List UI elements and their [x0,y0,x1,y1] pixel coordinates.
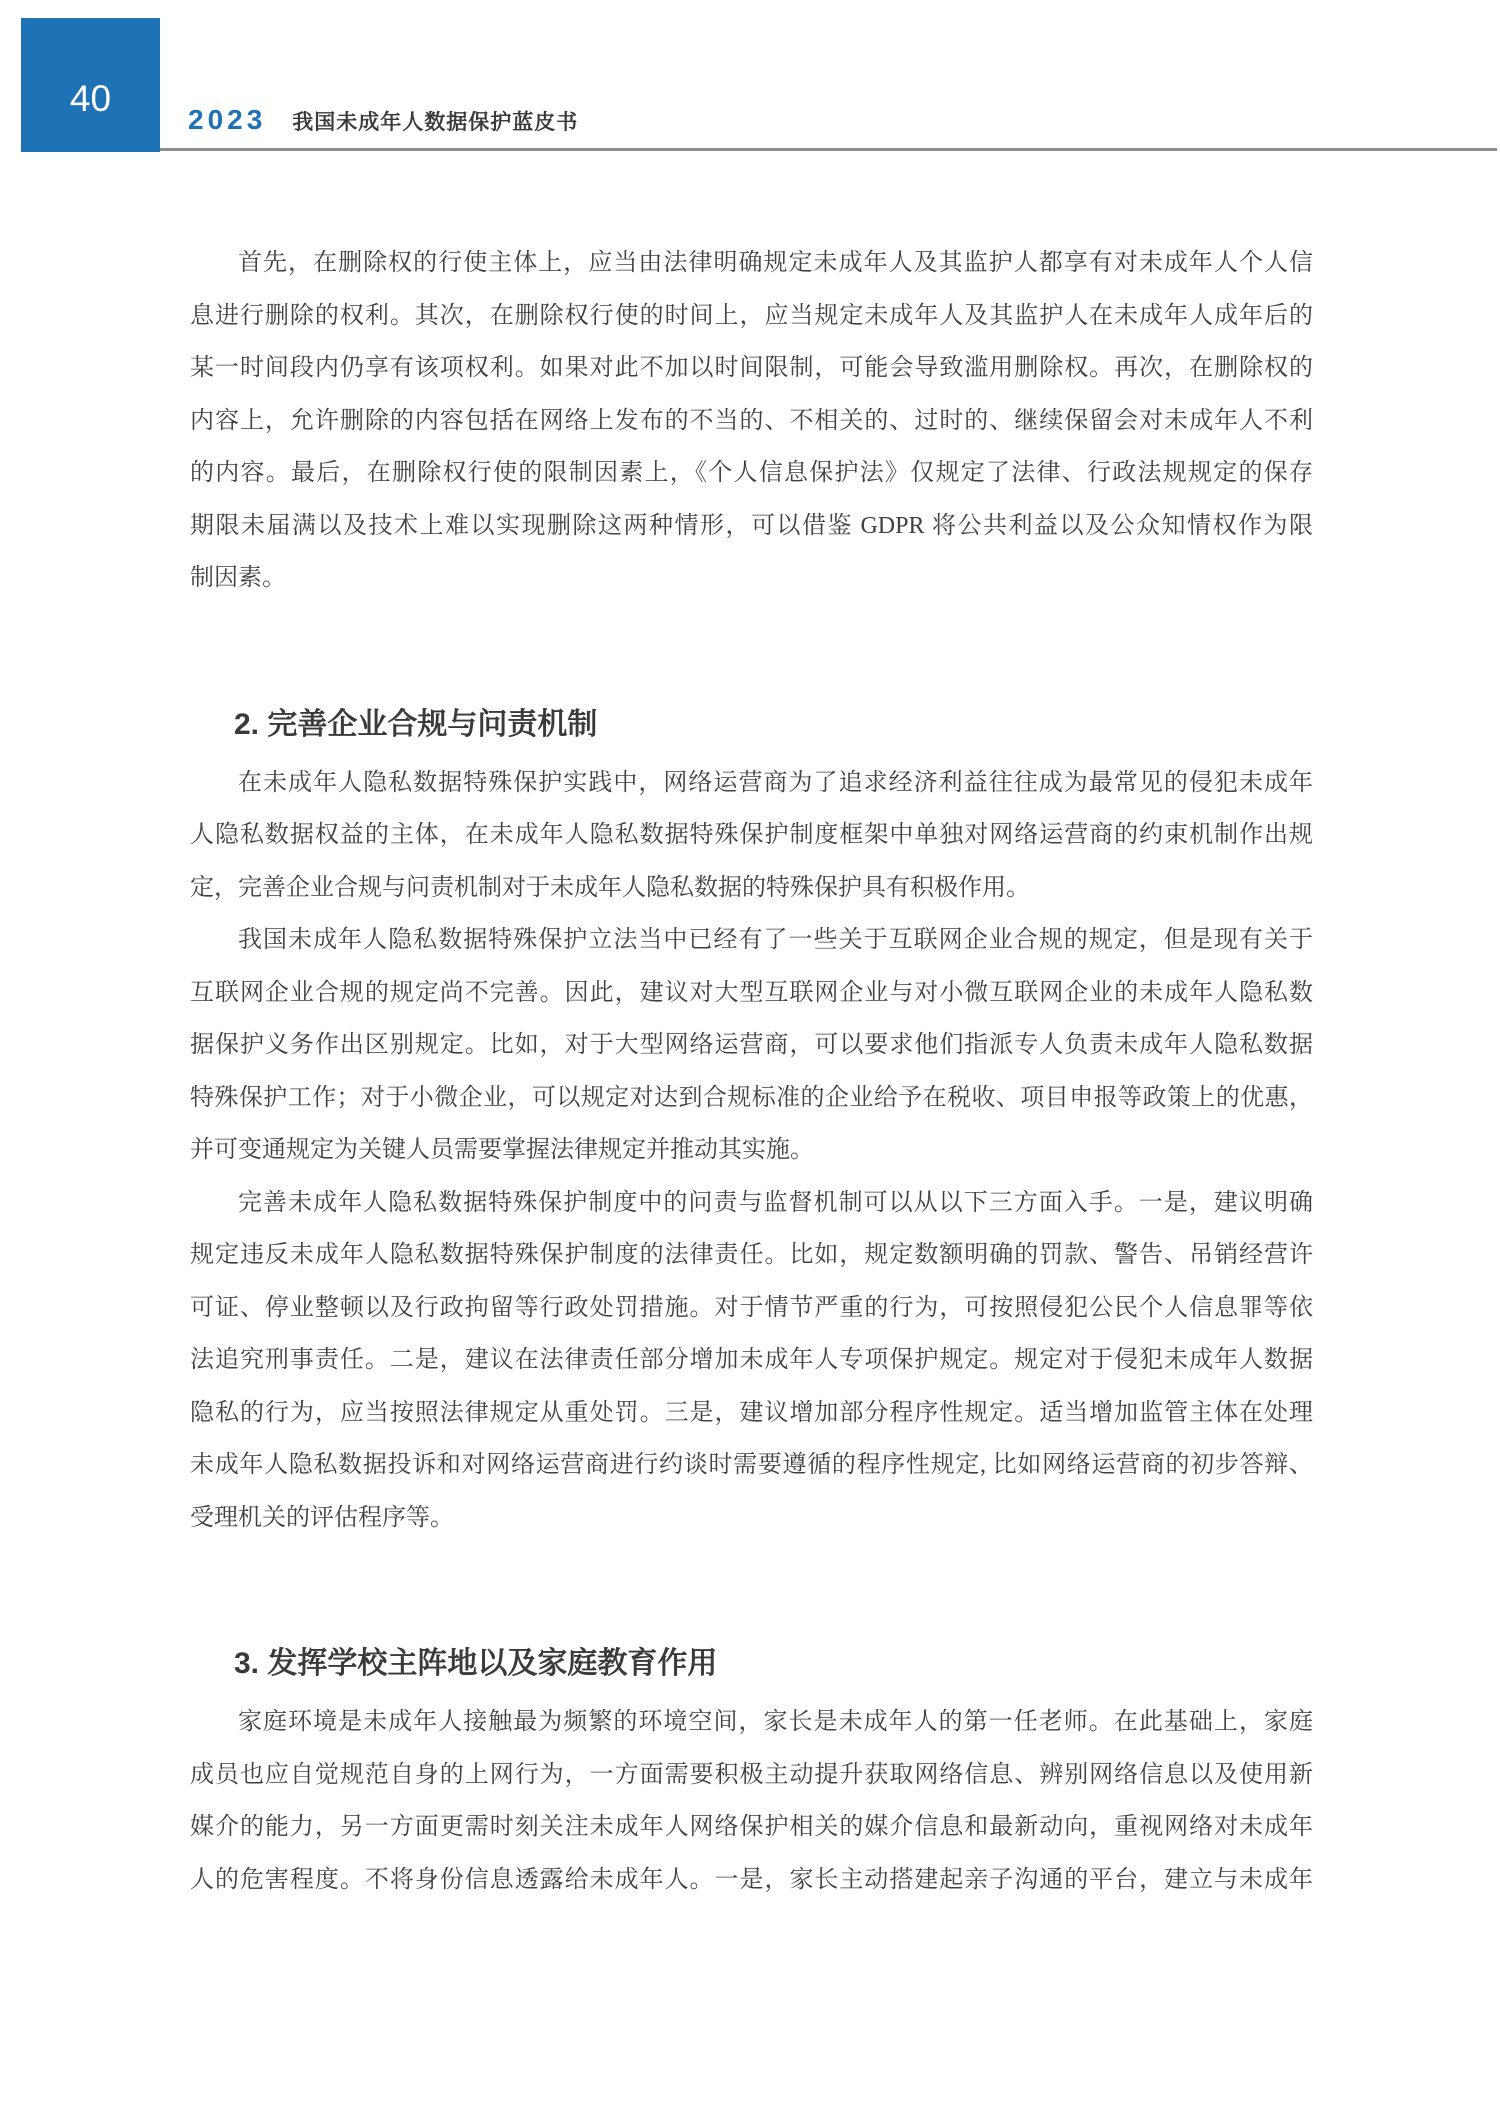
page-number-box [21,18,160,152]
body-line: 息进行删除的权利。其次，在删除权行使的时间上，应当规定未成年人及其监护人在未成年人成年后的 [190,302,1313,329]
paragraph [190,237,1313,605]
body-line: 成员也应自觉规范自身的上网行为，一方面需要积极主动提升获取网络信息、辨别网络信息以及使用新 [190,1761,1313,1788]
body-line: 并可变通规定为关键人员需要掌握法律规定并推动其实施。 [190,1137,814,1163]
body-line: 特殊保护工作；对于小微企业，可以规定对达到合规标准的企业给予在税收、项目申报等政策上的优惠， [190,1084,1313,1111]
year-label: 2023 [188,104,267,135]
body-line: 人的危害程度。不将身份信息透露给未成年人。一是，家长主动搭建起亲子沟通的平台，建立与未成年 [190,1866,1313,1893]
body-line: 互联网企业合规的规定尚不完善。因此，建议对大型互联网企业与对小微互联网企业的未成年人隐私数 [190,979,1313,1006]
body-line: 内容上，允许删除的内容包括在网络上发布的不当的、不相关的、过时的、继续保留会对未成年人不利 [190,407,1313,434]
content-area [190,237,1313,1906]
paragraph [190,914,1313,1177]
body-line: 期限未届满以及技术上难以实现删除这两种情形，可以借鉴 GDPR 将公共利益以及公众知情权作为限 [190,512,1313,539]
body-line: 在未成年人隐私数据特殊保护实践中，网络运营商为了追求经济利益往往成为最常见的侵犯未成年 [238,769,1313,796]
header-rule [160,148,1497,151]
paragraph [190,1696,1313,1906]
body-line: 制因素。 [190,565,286,591]
body-line: 未成年人隐私数据投诉和对网络运营商进行约谈时需要遵循的程序性规定, 比如网络运营商的初步答辩、 [190,1452,1313,1478]
body-line: 法追究刑事责任。二是，建议在法律责任部分增加未成年人专项保护规定。规定对于侵犯未成年人数据 [190,1347,1313,1373]
page-number: 40 [69,78,112,119]
body-line: 的内容。最后，在删除权行使的限制因素上，《个人信息保护法》仅规定了法律、行政法规规定的保存 [190,460,1313,486]
section-heading: 3. 发挥学校主阵地以及家庭教育作用 [234,1647,718,1680]
book-title: 我国未成年人数据保护蓝皮书 [292,111,579,134]
body-line: 规定违反未成年人隐私数据特殊保护制度的法律责任。比如，规定数额明确的罚款、警告、吊销经营许 [190,1242,1313,1268]
body-line: 媒介的能力，另一方面更需时刻关注未成年人网络保护相关的媒介信息和最新动向，重视网络对未成年 [190,1814,1313,1840]
paragraph [190,1177,1313,1545]
body-line: 首先，在删除权的行使主体上，应当由法律明确规定未成年人及其监护人都享有对未成年人个人信 [238,250,1313,276]
body-line: 可证、停业整顿以及行政拘留等行政处罚措施。对于情节严重的行为，可按照侵犯公民个人信息罪等依 [190,1294,1313,1321]
body-line: 据保护义务作出区别规定。比如，对于大型网络运营商，可以要求他们指派专人负责未成年人隐私数据 [190,1032,1313,1058]
body-line: 我国未成年人隐私数据特殊保护立法当中已经有了一些关于互联网企业合规的规定，但是现有关于 [238,927,1313,953]
section-heading: 2. 完善企业合规与问责机制 [234,707,598,741]
page-header [188,104,578,136]
body-line: 家庭环境是未成年人接触最为频繁的环境空间，家长是未成年人的第一任老师。在此基础上，家庭 [238,1709,1313,1735]
body-line: 某一时间段内仍享有该项权利。如果对此不加以时间限制，可能会导致滥用删除权。再次，在删除权的 [190,355,1313,381]
body-line: 人隐私数据权益的主体，在未成年人隐私数据特殊保护制度框架中单独对网络运营商的约束机制作出规 [190,822,1313,848]
body-line: 受理机关的评估程序等。 [190,1504,454,1531]
body-line: 定，完善企业合规与问责机制对于未成年人隐私数据的特殊保护具有积极作用。 [190,874,1030,901]
body-line: 隐私的行为，应当按照法律规定从重处罚。三是，建议增加部分程序性规定。适当增加监管主体在处理 [190,1399,1313,1426]
paragraph [190,757,1313,915]
body-line: 完善未成年人隐私数据特殊保护制度中的问责与监督机制可以从以下三方面入手。一是，建议明确 [238,1189,1313,1216]
